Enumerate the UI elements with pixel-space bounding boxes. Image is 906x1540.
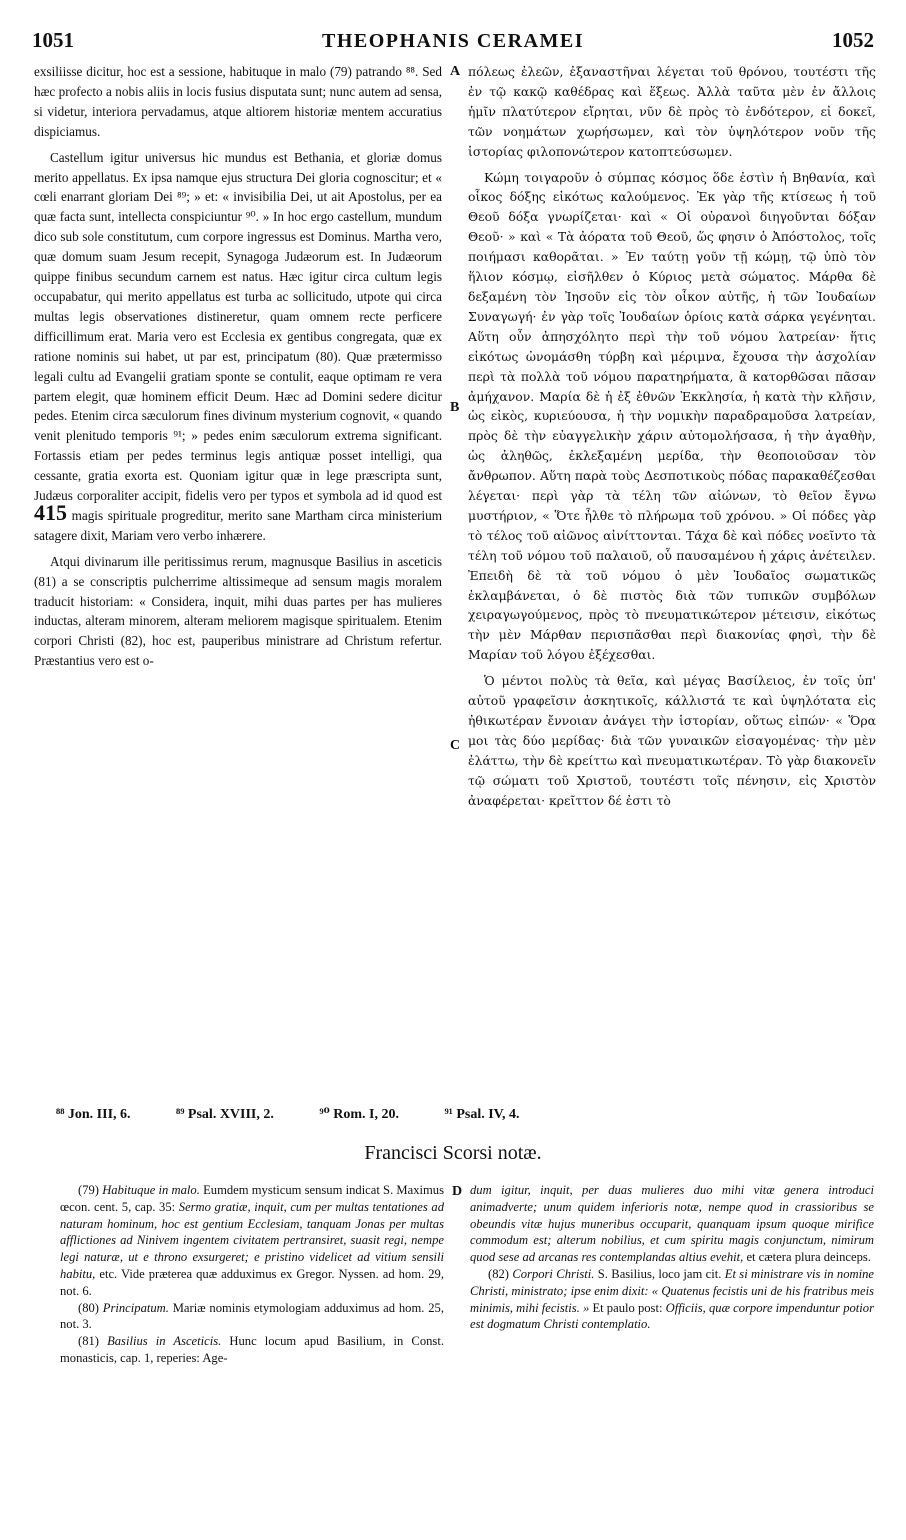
footnote-88: ⁸⁸ Jon. III, 6. (56, 1107, 131, 1122)
page-number-left: 1051 (32, 28, 74, 52)
footnote-90: ⁹⁰ Rom. I, 20. (319, 1107, 399, 1122)
note-79-quote: Sermo gratiæ, inquit, cum per multas tentationes ad naturam hominum, hoc est gentium Ecclesiam, tanquam Jonas per multas afflictiones ad Ninivem ingentem civitatem pertransiret, suasit regi, nempe legi naturæ, ut e throno exsurgeret; e pristino videlicet ad vitium sensili habitu, (60, 1199, 444, 1281)
note-82 (470, 1266, 874, 1333)
note-81-text: Hunc locum apud Basilium, in Const. monasticis, cap. 1, reperies: Age- (60, 1334, 444, 1365)
margin-marker-d: D (452, 1184, 463, 1199)
note-80 (60, 1300, 444, 1334)
note-81-quote: dum igitur, inquit, per duas mulieres duo mihi vitæ genera introduci animadverte; unum quidem inferioris notæ, nempe quod in crassioribus se obeundis vitæ hujus muneribus occuparit, quanquam ipsum quoque mirifice commodum est; alterum nobilius, et cum spiritu magis conjunctum, nimirum quod sese ad arcanas res contemplandas altius evehit, (470, 1183, 874, 1265)
margin-marker-b: B (450, 400, 460, 415)
note-81-continued (470, 1182, 874, 1266)
note-82-label: (82) (488, 1266, 513, 1281)
greek-column (468, 62, 876, 811)
note-80-head: Principatum. (102, 1300, 169, 1315)
note-80-text: Mariæ nominis etymologiam adduximus ad hom. 25, not. 3. (60, 1300, 444, 1332)
footnote-89: ⁸⁹ Psal. XVIII, 2. (176, 1107, 274, 1122)
margin-marker-a: A (450, 64, 461, 79)
note-81-label: (81) (78, 1334, 108, 1349)
note-81-head: Basilius in Asceticis. (107, 1334, 222, 1349)
margin-marker-c: C (450, 738, 461, 753)
latin-paragraph-2 (34, 148, 442, 546)
note-79-text-b: etc. Vide præterea quæ adduximus ex Gregor. Nyssen. ad hom. 29, not. 6. (60, 1266, 444, 1298)
notes-right-column (470, 1182, 874, 1333)
latin-paragraph-3: Atqui divinarum ille peritissimus rerum, magnusque Basilius in asceticis (81) a se conscriptis pulcherrime altissimeque ad sensum magis moralem traducit historiam: « Considera, inquit, mihi duas partes per has mulieres inductas, alteram minorem, alteram meliorem magisque spiritualem. Etenim corpori Christi (82), hoc est, pauperibus ministrare ad Christum refertur. Præstantius vero est o- (34, 553, 442, 669)
note-81-text-end: et cætera plura deinceps. (743, 1250, 871, 1265)
note-82-quote-2: Officiis, quæ corpore impenduntur potior est dogmatum Christi contemplatio. (470, 1300, 874, 1332)
note-79 (60, 1182, 444, 1300)
greek-paragraph-2: Κώμη τοιγαροῦν ὁ σύμπας κόσμος ὅδε ἐστὶν ἡ Βηθανία, καὶ οἶκος δόξης εἰκότως καλούμενος. Ἐκ γὰρ τῆς κτίσεως ἡ τοῦ Θεοῦ δόξα γνωρίζεται· καὶ « Οἱ οὐρανοὶ διηγοῦνται δόξαν Θεοῦ· » καὶ « Τὰ ἀόρατα τοῦ Θεοῦ, ὥς φησιν ὁ Ἀπόστολος, τοῖς ποιήμασι καθορᾶται. » Ἐν ταύτῃ γοῦν τῇ κώμῃ, τῷ ὑπὸ τὸν ἥλιον κόσμῳ, εἰσῆλθεν ὁ Κύριος μετὰ σώματος. Μάρθα δὲ δεξαμένη τὸν Ἰησοῦν εἰς τὸν οἶκον αὐτῆς, ἡ τῶν Ἰουδαίων Συναγωγή· ἐν γὰρ τοῖς Ἰουδαίων ὁρίοις κατὰ σάρκα γεγένηται. Αὕτη οὖν ἀπησχόλητο περὶ τὴν τοῦ νόμου λατρείαν· ἥτις εἰκότως ὠνομάσθη τύρβη καὶ μέριμνα, ἔχουσα τὴν ἀσχολίαν περὶ τὰ πολλὰ τοῦ νόμου παρατηρήματα, ἃ κατορθῶσαι πᾶσαν ἀμήχανον. Μαρία δὲ ἡ ἐξ ἐθνῶν Ἐκκλησία, ἡ κατὰ τὴν κλῆσιν, ὡς εἰκὸς, κυριεύουσα, ἡ τὴν νομικὴν παραδραμοῦσα λατρείαν, πρὸς δὲ τὴν εὐαγγελικὴν χάριν αὐτομολήσασα, ἡ τὴν ἀγαθὴν, ὡς ἀληθῶς, ἐκλεξαμένη μερίδα, τὴν θεοποιοῦσαν τὸν ἄνθρωπον. Αὕτη παρὰ τοὺς Δεσποτικοὺς πόδας παρακαθέζεσθαι λέγεται· περὶ γὰρ τὰ τέλη τῶν αἰώνων, τὸ θεῖον ἔγνω μυστήριον, « Ὅτε ἦλθε τὸ πλήρωμα τοῦ χρόνου. » Οἱ πόδες γὰρ τὸ τέλος τοῦ αἰῶνος αἰνίττονται. Τάχα δὲ καὶ πόδες νοεῖντο τὰ τέλη τοῦ νόμου τοῦ παλαιοῦ, οὗ παυσαμένου ἡ χάρις ἀνέτειλεν. Ἐπειδὴ δὲ τὰ τοῦ νόμου ὁ μὲν Ἰουδαῖος σωματικῶς ἐκλαμβάνεται, ὁ δὲ πιστὸς διὰ τῶν τυπικῶν συμβόλων χειραγωγούμενος, πρὸς τὸ πνευματικώτερον μέτεισιν, εἰκότως τὴν μὲν Μάρθαν περισπᾶσθαι περὶ διακονίας φησὶ, τὴν δὲ Μαρίαν τοῦ λόγου ἐξέχεσθαι. (468, 169, 876, 663)
scripture-footnotes (56, 1106, 876, 1123)
notes-heading: Francisci Scorsi notæ. (364, 1142, 542, 1164)
footnote-91: ⁹¹ Psal. IV, 4. (444, 1107, 520, 1122)
page-header (32, 28, 874, 58)
running-title: THEOPHANIS CERAMEI (321, 30, 585, 52)
note-81 (60, 1333, 444, 1367)
note-82-text-b: Et paulo post: (589, 1300, 666, 1315)
note-79-head: Habituque in malo. (102, 1183, 200, 1197)
note-82-text-a: S. Basilius, loco jam cit. (594, 1266, 725, 1281)
note-82-quote-1: Et si ministrare vis in nomine Christi, ministrato; ipse enim dixit: « Quatenus fecistis uni de his fratribus meis minimis, mihi fecistis. » (470, 1266, 874, 1315)
notes-left-column (60, 1182, 444, 1367)
latin-paragraph-2-text-b: magis spirituale progreditur, merito sane Martham circa ministerium satagere dixit, Mariam vero verbo inhærere. (34, 507, 442, 543)
note-79-text-a: Eumdem mysticum sensum indicat S. Maximus œcon. cent. 5, cap. 35: (60, 1183, 444, 1214)
greek-paragraph-3: Ὁ μέντοι πολὺς τὰ θεῖα, καὶ μέγας Βασίλειος, ἐν τοῖς ὑπ' αὐτοῦ γραφεῖσιν ἀσκητικοῖς, κάλλιστά τε καὶ ὑψηλότατα εἰς ἠθικωτέραν ἔννοιαν ἀνάγει τὴν ἱστορίαν, οὕτως εἰπών· « Ὅρα μοι τὰς δύο μερίδας· διὰ τῶν γυναικῶν εἰσαγομένας· τὴν μὲν ἐλάττω, τὴν δὲ κρείττω καὶ πνευματικωτέραν. Τὸ γὰρ διακονεῖν τῷ σώματι τοῦ Χριστοῦ, τουτέστι τοῖς πένησιν, εἰς Χριστὸν ἀναφέρεται· κρεῖττον δέ ἐστι τὸ (468, 673, 876, 808)
latin-column (34, 62, 442, 671)
edition-page-number: 415 (34, 499, 67, 525)
greek-paragraph-1: πόλεως ἐλεῶν, ἐξαναστῆναι λέγεται τοῦ θρόνου, τουτέστι τῆς ἐν τῷ κακῷ καθέδρας καὶ ἕξεως. Ἀλλὰ ταῦτα μὲν ἐν ἄλλοις ἡμῖν πλατύτερον εἴρηται, νῦν δὲ πρὸς τὸ ἐνδότερον, εἰ δοκεῖ, τῶν νοημάτων χωρήσωμεν, καὶ τὸν ὑψηλότερον νοῦν τῆς ἱστορίας φιλοπονώτερον κατοπτεύσωμεν. (468, 64, 876, 159)
latin-paragraph-1: exsiliisse dicitur, hoc est a sessione, habituque in malo (79) patrando ⁸⁸. Sed hæc profecto a nobis aliis in locis fusius disputata sunt; nunc autem ad sensa, si videtur, interiora pervadamus, atque altiorem historiæ mentem accuratius dispiciamus. (34, 64, 442, 139)
note-79-label: (79) (78, 1183, 103, 1197)
latin-paragraph-2-text-a: Castellum igitur universus hic mundus est Bethania, et gloriæ domus merito appellatus. Ex ipsa namque ejus structura Dei gloria cognoscitur; et « cœli enarrant gloriam Dei ⁸⁹; » et: « invisibilia Dei, ut ait Apostolus, per ea quæ facta sunt, intellecta conspiciuntur ⁹⁰. » In hoc ergo castellum, mundum dico sub sole constitutum, cum corpore ingressus est Dominus. Martha vero, quæ domum suam Jesum recepit, Synagoga Judæorum est. In Judæorum quippe finibus secundum carnem est natus. Hæc igitur circa cultum legis occupabatur, qui merito appellatus est turba ac sollicitudo, utpote qui circa multas legis observationes distineretur, quam omnem recte perficere difficillimum erat. Maria vero est Ecclesia ex gentibus congregata, quæ ex ratione nominis sui habet, ut par est, principatum (80). Quæ prætermisso legali cultu ad Evangelii gratiam sponte se contulit, eaque optimam re vera partem elegit, quæ hominem efficit Deum. Hæc ad Domini sedere dicitur pedes. Etenim circa sæculorum fines divinum mysterium cognovit, « quando venit plenitudo temporis ⁹¹; » pedes enim sæculorum extrema significant. Fortassis etiam per pedes terminus legis antiquæ posset intelligi, qua cessante, gratia exorta est. Quoniam igitur quæ in lege præscripta sunt, Judæus corporaliter accipit, fidelis vero per typos et symbola ad id quod est (34, 149, 442, 504)
note-80-label: (80) (78, 1300, 103, 1315)
page-number-right: 1052 (832, 28, 874, 52)
note-82-head: Corpori Christi. (512, 1266, 595, 1281)
